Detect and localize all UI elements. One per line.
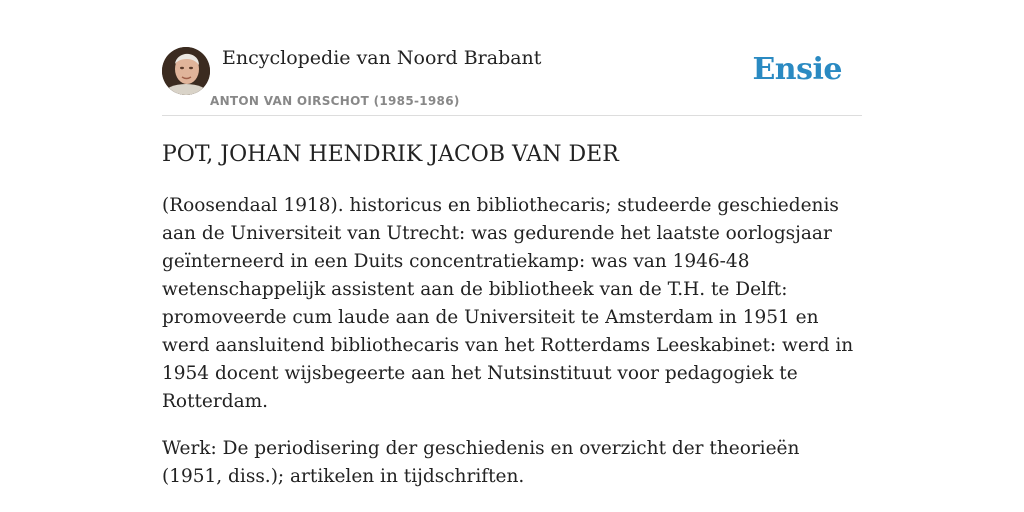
article-body: (Roosendaal 1918). historicus en bibliothecaris; studeerde geschiedenis aan de Universiteit van Utrecht: was gedurende het laatste oorlogsjaar geïnterneerd in een Duits concentratiekamp: was van 1946-48 wetenschappelijk assistent aan de bibliotheek van de T.H. te Delft: promoveerde cum laude aan de Universiteit te Amsterdam in 1951 en werd aansluitend bibliothecaris van het Rotterdams Leeskabinet: werd in 1954 docent wijsbegeerte aan het Nutsinstituut voor pedagogiek te Rotterdam. xyxy=(162,195,854,412)
article-work: Werk: De periodisering der geschiedenis en overzicht der theorieën (1951, diss.); artikelen in tijdschriften. xyxy=(162,438,800,487)
article xyxy=(162,138,862,491)
header xyxy=(162,40,862,116)
author-name[interactable]: ANTON VAN OIRSCHOT (1985-1986) xyxy=(210,94,460,108)
author-portrait-icon xyxy=(162,47,210,95)
ensie-logo[interactable]: Ensie xyxy=(752,52,842,87)
article-title: POT, JOHAN HENDRIK JACOB VAN DER xyxy=(162,142,619,167)
author-avatar[interactable] xyxy=(162,47,210,95)
site-title[interactable]: Encyclopedie van Noord Brabant xyxy=(222,47,542,69)
